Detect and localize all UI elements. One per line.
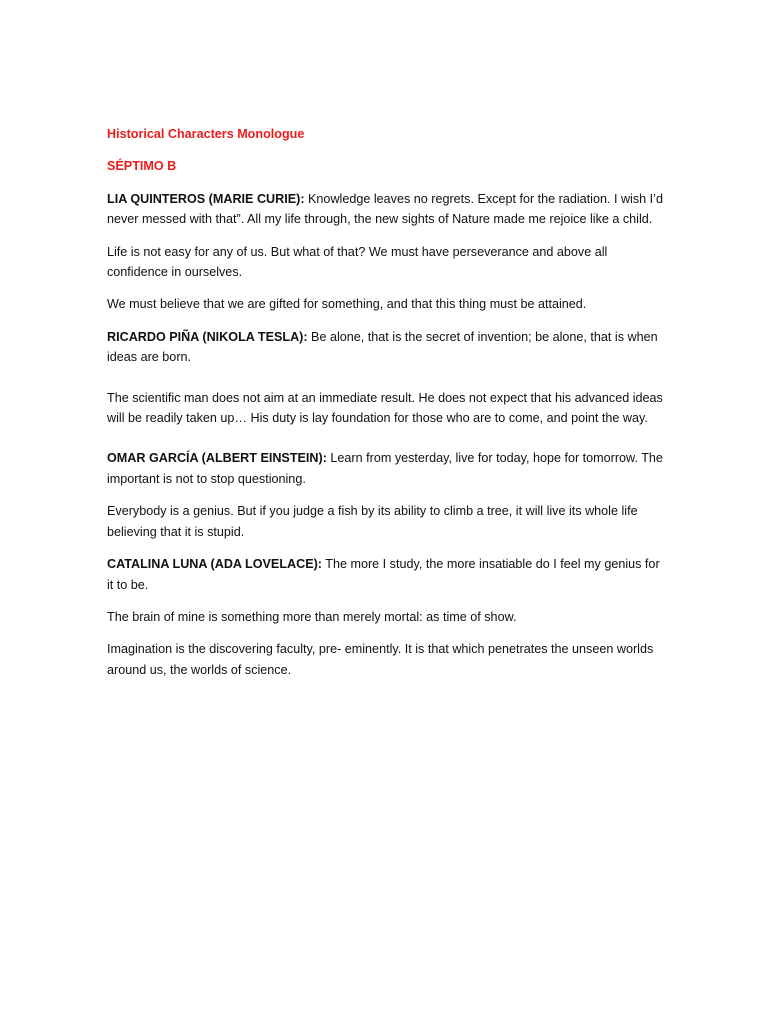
paragraph-text: We must believe that we are gifted for something, and that this thing must be attained. [107,297,587,312]
paragraph-text: The brain of mine is something more than merely mortal: as time of show. [107,609,517,624]
paragraph-text: The scientific man does not aim at an immediate result. He does not expect that his advanced ideas will be readily taken up… His duty is lay foundation for those who are to come, and point the way. [107,390,663,426]
speaker-label: OMAR GARCÍA (ALBERT EINSTEIN): [107,451,327,466]
paragraph-curie-3 [107,294,667,314]
speaker-label: CATALINA LUNA (ADA LOVELACE): [107,557,322,572]
paragraph-tesla-1 [107,327,667,368]
paragraph-lovelace-2 [107,607,667,627]
paragraph-text: Knowledge leaves no regrets. Except for the radiation. I wish I’d never messed with that”. All my life through, the new sights of Nature made me rejoice like a child. [107,191,663,227]
speaker-label: RICARDO PIÑA (NIKOLA TESLA): [107,329,308,344]
paragraph-curie-1 [107,189,667,230]
paragraph-lovelace-1 [107,554,667,595]
speaker-label: LIA QUINTEROS (MARIE CURIE): [107,191,305,206]
paragraph-tesla-2 [107,388,667,429]
paragraph-curie-2 [107,242,667,283]
paragraph-text: Be alone, that is the secret of invention; be alone, that is when ideas are born. [107,329,658,365]
paragraph-einstein-1 [107,448,667,489]
paragraph-einstein-2 [107,501,667,542]
paragraph-text: Imagination is the discovering faculty, pre- eminently. It is that which penetrates the unseen worlds around us, the worlds of science. [107,642,654,677]
paragraph-text: The more I study, the more insatiable do I feel my genius for it to be. [107,557,660,592]
paragraph-lovelace-3 [107,639,667,680]
document-page [107,124,667,692]
document-subtitle: SÉPTIMO B [107,159,177,174]
paragraph-text: Everybody is a genius. But if you judge a fish by its ability to climb a tree, it will live its whole life believing that it is stupid. [107,504,638,539]
paragraph-text: Learn from yesterday, live for today, hope for tomorrow. The important is not to stop questioning. [107,451,663,486]
document-title: Historical Characters Monologue [107,127,305,141]
paragraph-text: Life is not easy for any of us. But what of that? We must have perseverance and above all confidence in ourselves. [107,244,608,280]
